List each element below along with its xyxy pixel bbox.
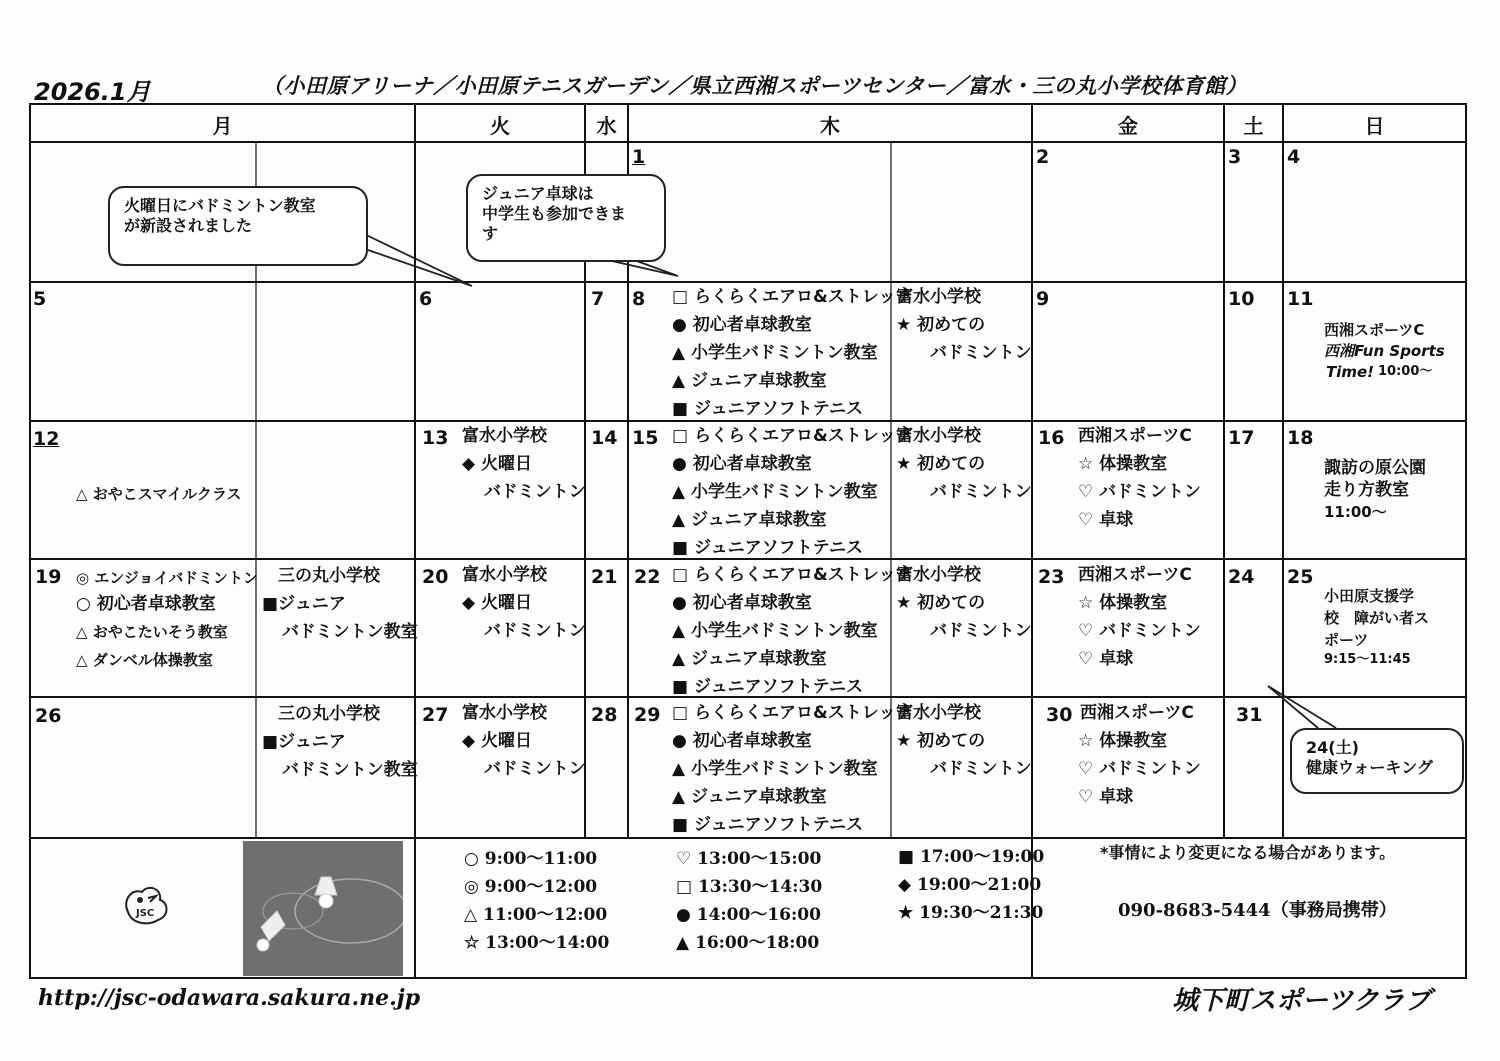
event-junior-soft-tennis: ■ ジュニアソフトテニス <box>672 538 863 558</box>
event-junior-badminton-2: バドミントン教室 <box>282 760 418 780</box>
venue-tomizu: 富水小学校 <box>896 287 981 307</box>
event-beginner-table-tennis-mon: ○ 初心者卓球教室 <box>76 594 216 614</box>
event-tue-badminton-2: バドミントン <box>484 482 586 502</box>
date-4: 4 <box>1287 146 1301 168</box>
event-junior-table-tennis: ▲ ジュニア卓球教室 <box>672 371 827 391</box>
calendar-month-title: 2026.1月 <box>34 78 151 106</box>
venue-seisho-fri: 西湘スポーツC <box>1080 703 1194 723</box>
date-19: 19 <box>35 566 62 588</box>
venues-header: （小田原アリーナ／小田原テニスガーデン／県立西湘スポーツセンター／富水・三の丸小学校体育館） <box>262 74 1248 98</box>
event-oyako-smile: △ おやこスマイルクラス <box>76 485 242 503</box>
event-tue-badminton-2: バドミントン <box>484 759 586 779</box>
legend-filled-star: ★ 19:30〜21:30 <box>898 903 1044 923</box>
event-tue-badminton: ◆ 火曜日 <box>462 454 532 474</box>
date-23: 23 <box>1038 566 1065 588</box>
event-running-time: 11:00〜 <box>1324 503 1387 521</box>
event-fun-sports-2: Time! <box>1326 363 1375 381</box>
event-junior-badminton: ■ジュニア <box>262 732 346 752</box>
event-first-badminton: ★ 初めての <box>896 593 986 613</box>
venue-seisho: 西湘スポーツC <box>1324 321 1425 339</box>
date-3: 3 <box>1228 146 1242 168</box>
date-10: 10 <box>1228 288 1255 310</box>
event-fri-table-tennis: ♡ 卓球 <box>1078 787 1134 807</box>
legend-heart: ♡ 13:00〜15:00 <box>676 849 822 869</box>
event-first-badminton-2: バドミントン <box>930 343 1032 363</box>
venue-seisho-fri: 西湘スポーツC <box>1078 426 1192 446</box>
event-first-badminton: ★ 初めての <box>896 454 986 474</box>
event-fri-badminton: ♡ バドミントン <box>1078 759 1201 779</box>
venue-suwanohara: 諏訪の原公園 <box>1324 458 1426 478</box>
event-junior-soft-tennis: ■ ジュニアソフトテニス <box>672 815 863 835</box>
legend-filled-square: ■ 17:00〜19:00 <box>898 847 1045 867</box>
event-gymnastics: ☆ 体操教室 <box>1078 731 1168 751</box>
event-fun-sports: 西湘Fun Sports <box>1324 342 1445 360</box>
event-elementary-badminton: ▲ 小学生バドミントン教室 <box>672 343 878 363</box>
event-gymnastics: ☆ 体操教室 <box>1078 593 1168 613</box>
event-enjoy-badminton: ◎ エンジョイバドミントン <box>76 569 259 587</box>
date-31: 31 <box>1236 704 1263 726</box>
event-support-school-2: 校 障がい者ス <box>1324 609 1430 627</box>
notice-bubble-walking: 24(土) 健康ウォーキング <box>1290 728 1464 794</box>
shuttlecock-icon <box>243 841 403 976</box>
event-beginner-table-tennis: ● 初心者卓球教室 <box>672 454 812 474</box>
date-1: 1 <box>632 146 646 168</box>
venue-tomizu-tue: 富水小学校 <box>462 703 547 723</box>
venue-tomizu-tue: 富水小学校 <box>462 426 547 446</box>
event-first-badminton: ★ 初めての <box>896 315 986 335</box>
date-12: 12 <box>33 428 60 450</box>
legend-filled-triangle: ▲ 16:00〜18:00 <box>676 933 820 953</box>
event-first-badminton-2: バドミントン <box>930 759 1032 779</box>
weekday-fri: 金 <box>1118 113 1138 138</box>
event-elementary-badminton: ▲ 小学生バドミントン教室 <box>672 482 878 502</box>
event-aerobics: □ らくらくエアロ&ストレッチ <box>672 703 913 723</box>
notice-bubble-badminton: 火曜日にバドミントン教室 が新設されました <box>108 186 368 266</box>
date-21: 21 <box>591 566 618 588</box>
event-junior-soft-tennis: ■ ジュニアソフトテニス <box>672 399 863 419</box>
legend-double-circle: ◎ 9:00〜12:00 <box>464 877 598 897</box>
date-20: 20 <box>422 566 449 588</box>
jsc-logo-icon <box>118 880 174 930</box>
event-first-badminton-2: バドミントン <box>930 621 1032 641</box>
date-9: 9 <box>1036 288 1050 310</box>
jsc-logo-text: JSC <box>136 908 155 919</box>
legend-filled-circle: ● 14:00〜16:00 <box>676 905 821 925</box>
event-junior-table-tennis: ▲ ジュニア卓球教室 <box>672 787 827 807</box>
weekday-sun: 日 <box>1364 113 1385 138</box>
date-8: 8 <box>632 288 646 310</box>
event-support-school: 小田原支援学 <box>1324 587 1415 605</box>
event-junior-badminton-2: バドミントン教室 <box>282 622 418 642</box>
date-28: 28 <box>591 704 618 726</box>
date-17: 17 <box>1228 427 1255 449</box>
event-beginner-table-tennis: ● 初心者卓球教室 <box>672 315 812 335</box>
legend-circle: ○ 9:00〜11:00 <box>464 849 598 869</box>
event-fun-sports-time: 10:00〜 <box>1378 364 1433 379</box>
venue-tomizu-tue: 富水小学校 <box>462 565 547 585</box>
shuttlecock-photo <box>243 841 403 976</box>
event-support-school-3: ポーツ <box>1324 631 1369 649</box>
date-2: 2 <box>1036 146 1050 168</box>
website-link[interactable]: http://jsc-odawara.sakura.ne.jp <box>38 985 421 1011</box>
event-oyako-taiso: △ おやこたいそう教室 <box>76 623 228 641</box>
event-tue-badminton: ◆ 火曜日 <box>462 593 532 613</box>
weekday-mon: 月 <box>212 113 233 138</box>
legend-square-outline: □ 13:30〜14:30 <box>676 877 823 897</box>
date-26: 26 <box>35 705 62 727</box>
event-elementary-badminton: ▲ 小学生バドミントン教室 <box>672 759 878 779</box>
event-aerobics: □ らくらくエアロ&ストレッチ <box>672 287 913 307</box>
weekday-thu: 木 <box>820 113 840 138</box>
event-tue-badminton: ◆ 火曜日 <box>462 731 532 751</box>
event-fri-table-tennis: ♡ 卓球 <box>1078 649 1134 669</box>
event-fri-table-tennis: ♡ 卓球 <box>1078 510 1134 530</box>
date-25: 25 <box>1287 566 1314 588</box>
event-support-school-time: 9:15〜11:45 <box>1324 652 1411 667</box>
event-tue-badminton-2: バドミントン <box>484 621 586 641</box>
date-18: 18 <box>1287 427 1314 449</box>
venue-seisho-fri: 西湘スポーツC <box>1078 565 1192 585</box>
event-elementary-badminton: ▲ 小学生バドミントン教室 <box>672 621 878 641</box>
event-gymnastics: ☆ 体操教室 <box>1078 454 1168 474</box>
event-running-class: 走り方教室 <box>1324 480 1409 500</box>
venue-tomizu: 富水小学校 <box>896 565 981 585</box>
date-29: 29 <box>634 704 661 726</box>
event-beginner-table-tennis: ● 初心者卓球教室 <box>672 731 812 751</box>
venue-tomizu: 富水小学校 <box>896 426 981 446</box>
venue-sannomaru: 三の丸小学校 <box>278 704 380 724</box>
date-5: 5 <box>33 288 47 310</box>
date-13: 13 <box>422 427 449 449</box>
event-beginner-table-tennis: ● 初心者卓球教室 <box>672 593 812 613</box>
club-name: 城下町スポーツクラブ <box>1172 986 1431 1016</box>
weekday-sat: 土 <box>1243 113 1264 138</box>
event-fri-badminton: ♡ バドミントン <box>1078 482 1201 502</box>
date-14: 14 <box>591 427 618 449</box>
date-6: 6 <box>419 288 433 310</box>
date-11: 11 <box>1287 288 1314 310</box>
event-aerobics: □ らくらくエアロ&ストレッチ <box>672 426 913 446</box>
legend-triangle: △ 11:00〜12:00 <box>464 905 608 925</box>
office-phone: 090-8683-5444（事務局携帯） <box>1118 900 1397 921</box>
notice-bubble-junior-table-tennis: ジュニア卓球は 中学生も参加できま す <box>466 174 666 262</box>
event-fri-badminton: ♡ バドミントン <box>1078 621 1201 641</box>
date-22: 22 <box>634 566 661 588</box>
venue-tomizu: 富水小学校 <box>896 703 981 723</box>
legend-star-outline: ☆ 13:00〜14:00 <box>464 933 610 953</box>
weekday-tue: 火 <box>490 113 510 138</box>
event-junior-soft-tennis: ■ ジュニアソフトテニス <box>672 677 863 697</box>
legend-diamond: ◆ 19:00〜21:00 <box>898 875 1042 895</box>
date-16: 16 <box>1038 427 1065 449</box>
event-junior-table-tennis: ▲ ジュニア卓球教室 <box>672 510 827 530</box>
weekday-wed: 水 <box>596 113 617 138</box>
event-junior-table-tennis: ▲ ジュニア卓球教室 <box>672 649 827 669</box>
date-27: 27 <box>422 704 449 726</box>
event-first-badminton-2: バドミントン <box>930 482 1032 502</box>
venue-sannomaru: 三の丸小学校 <box>278 566 380 586</box>
date-24: 24 <box>1228 566 1255 588</box>
event-junior-badminton: ■ジュニア <box>262 594 346 614</box>
date-15: 15 <box>632 427 659 449</box>
event-aerobics: □ らくらくエアロ&ストレッチ <box>672 565 913 585</box>
date-30: 30 <box>1046 704 1073 726</box>
date-7: 7 <box>591 288 605 310</box>
event-dumbbell: △ ダンベル体操教室 <box>76 651 213 669</box>
event-first-badminton: ★ 初めての <box>896 731 986 751</box>
schedule-change-notice: *事情により変更になる場合があります。 <box>1100 843 1396 862</box>
